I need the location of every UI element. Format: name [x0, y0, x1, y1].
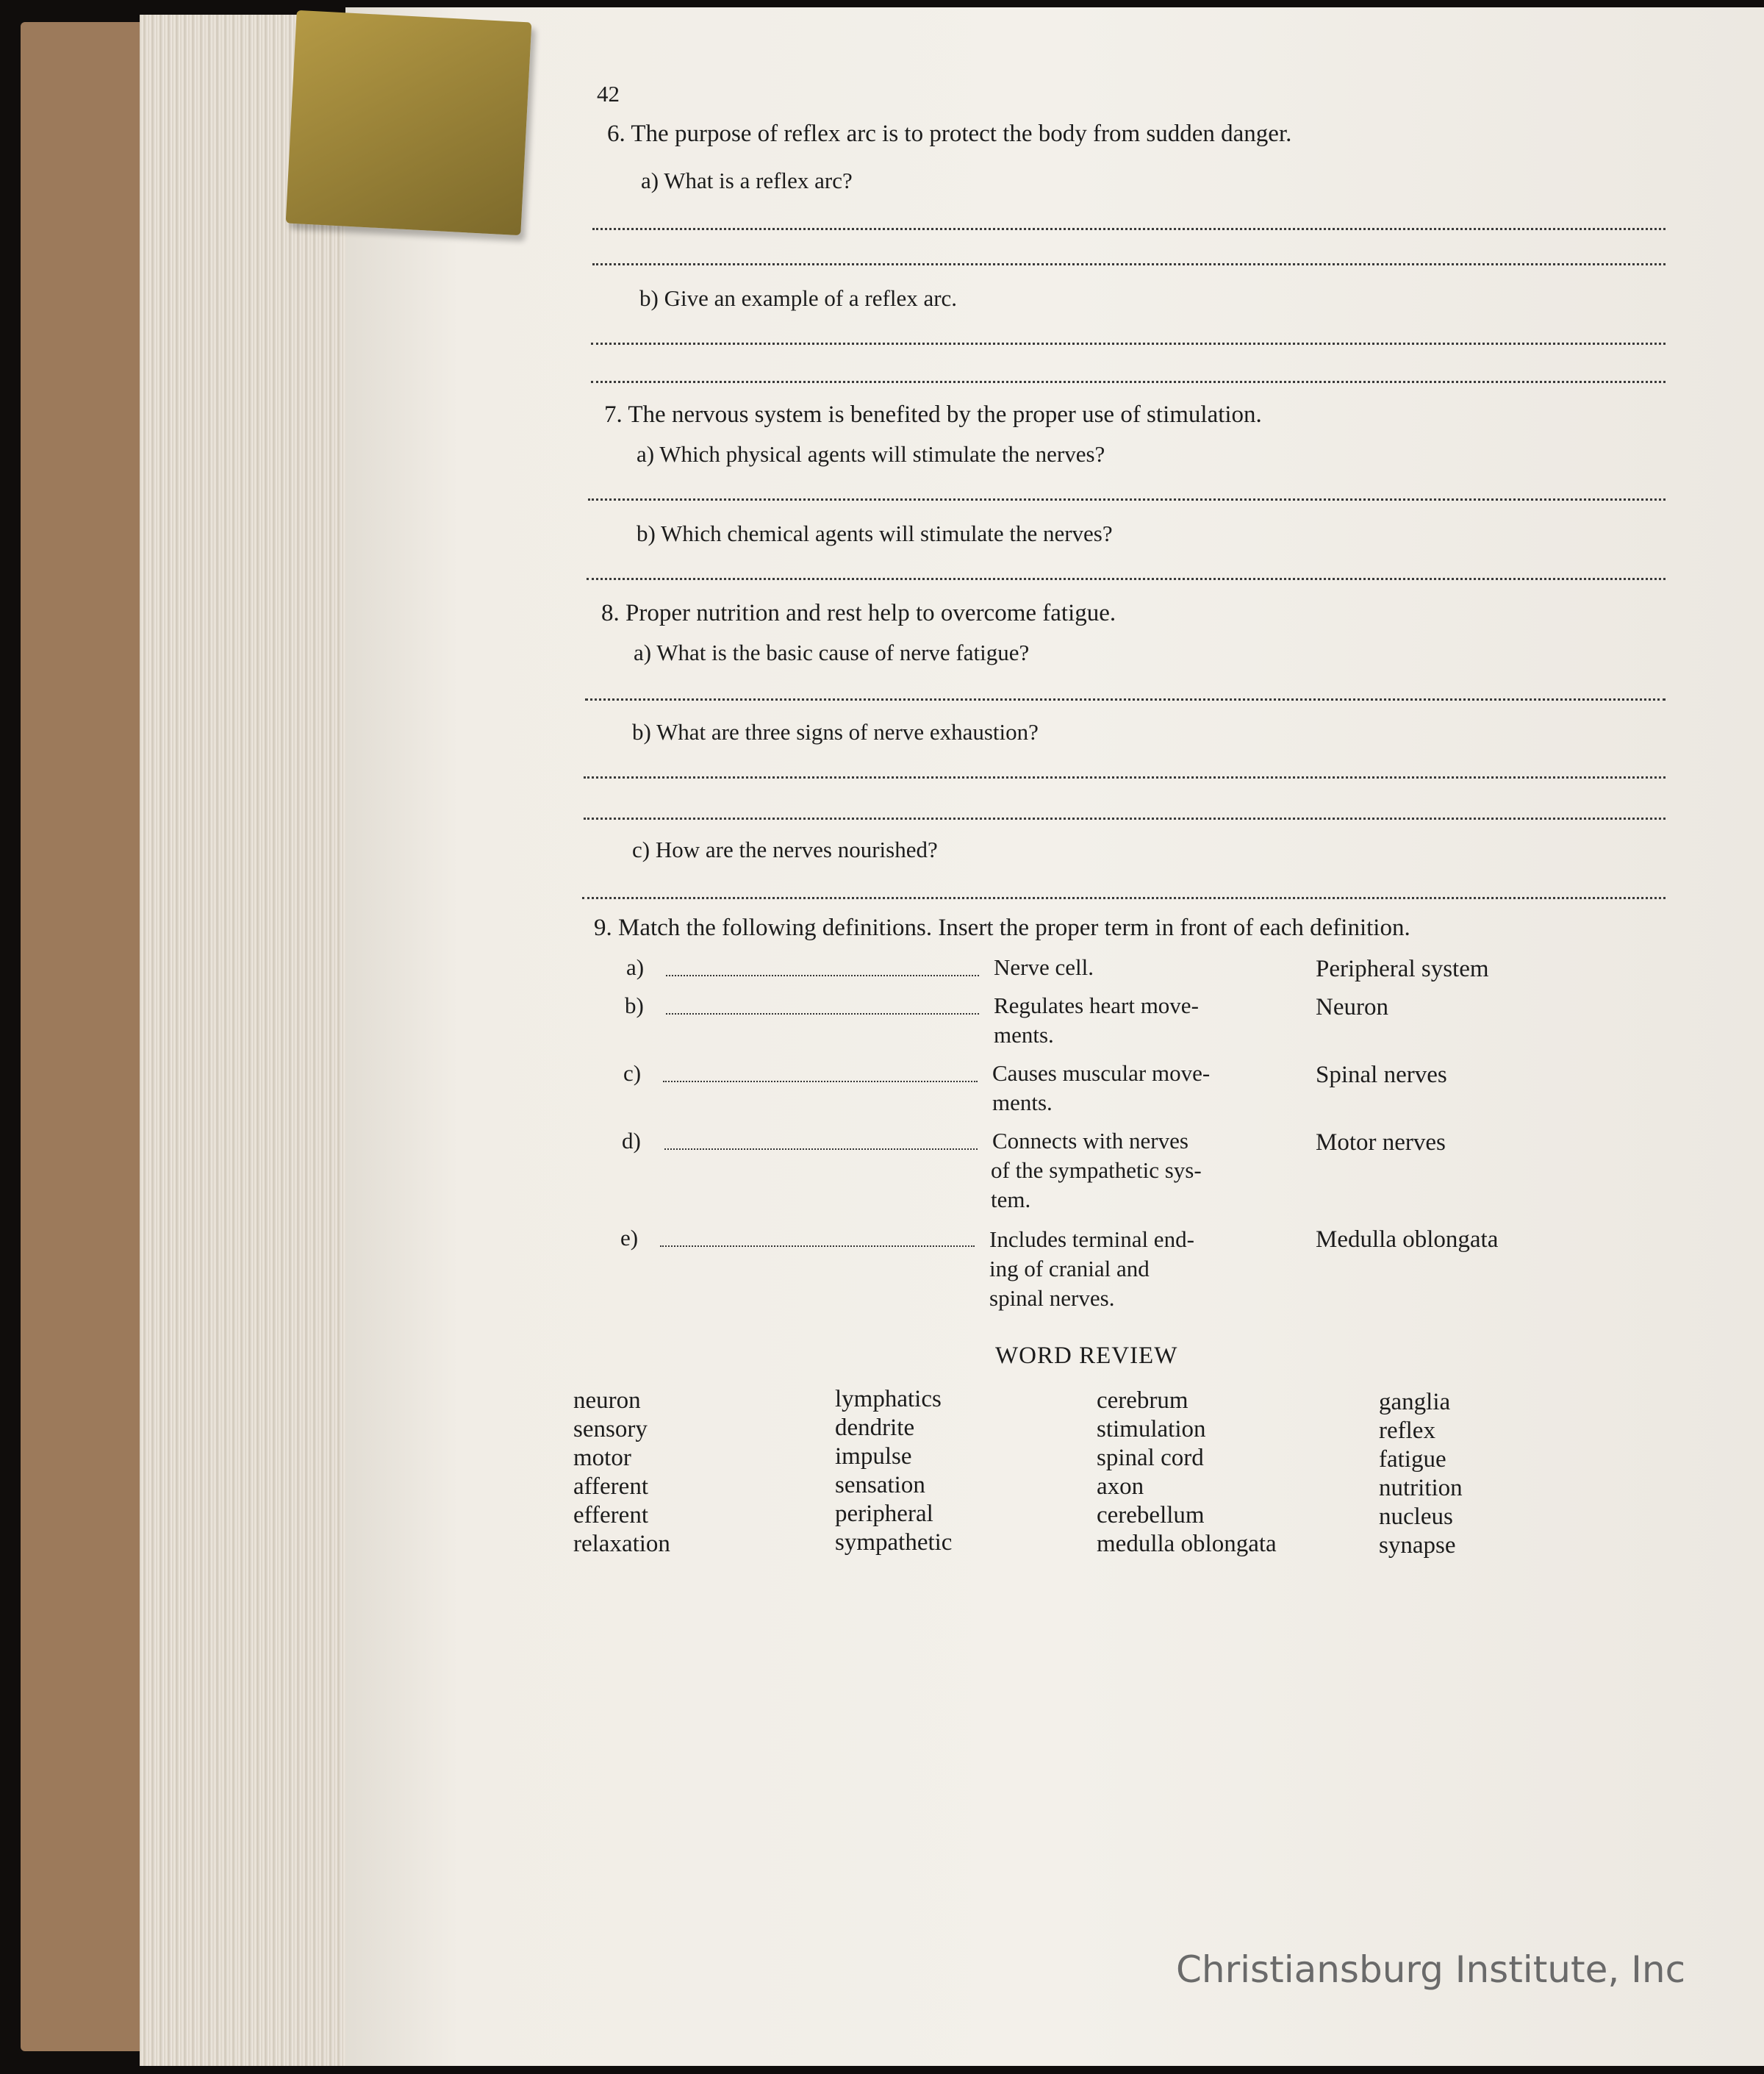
- question-7-stem: 7. The nervous system is benefited by the proper use of stimulation.: [604, 401, 1262, 428]
- match-term: Peripheral system: [1316, 956, 1489, 982]
- word-review-term: axon: [1097, 1473, 1144, 1500]
- question-8a: a) What is the basic cause of nerve fatigue?: [634, 640, 1030, 665]
- question-7a: a) Which physical agents will stimulate the nerves?: [637, 441, 1105, 467]
- word-review-term: nutrition: [1379, 1475, 1463, 1501]
- match-blank: [666, 1013, 979, 1015]
- match-letter: b): [625, 993, 644, 1018]
- word-review-term: spinal cord: [1097, 1445, 1204, 1471]
- match-definition: Connects with nerves: [992, 1128, 1188, 1154]
- page-number: 42: [597, 81, 620, 107]
- word-review-term: dendrite: [835, 1415, 915, 1441]
- word-review-term: peripheral: [835, 1501, 933, 1527]
- match-definition: Nerve cell.: [994, 954, 1094, 980]
- match-letter: c): [623, 1060, 642, 1086]
- word-review-term: reflex: [1379, 1417, 1435, 1444]
- match-definition: Regulates heart move-: [994, 993, 1199, 1018]
- word-review-term: motor: [573, 1445, 631, 1471]
- match-definition: ing of cranial and: [989, 1256, 1150, 1281]
- watermark: Christiansburg Institute, Inc: [1176, 1948, 1686, 1991]
- match-term: Motor nerves: [1316, 1129, 1446, 1156]
- word-review-term: cerebellum: [1097, 1502, 1205, 1528]
- question-8b: b) What are three signs of nerve exhaustion?: [632, 719, 1039, 745]
- question-8c: c) How are the nerves nourished?: [632, 837, 938, 862]
- word-review-term: sensory: [573, 1416, 648, 1442]
- match-definition: spinal nerves.: [989, 1285, 1115, 1311]
- word-review-term: relaxation: [573, 1531, 670, 1557]
- word-review-term: nucleus: [1379, 1503, 1453, 1530]
- word-review-term: sensation: [835, 1472, 925, 1498]
- match-definition: ments.: [992, 1090, 1053, 1115]
- answer-line: [592, 263, 1666, 265]
- word-review-term: synapse: [1379, 1532, 1456, 1559]
- question-8-stem: 8. Proper nutrition and rest help to overcome fatigue.: [601, 600, 1116, 626]
- word-review-term: neuron: [573, 1387, 641, 1414]
- word-review-column-4: [1379, 1388, 1463, 1560]
- match-term: Neuron: [1316, 994, 1388, 1020]
- word-review-term: medulla oblongata: [1097, 1531, 1277, 1557]
- match-letter: d): [622, 1128, 641, 1154]
- answer-line: [591, 343, 1666, 345]
- question-6a: a) What is a reflex arc?: [641, 168, 853, 193]
- match-letter: e): [620, 1225, 639, 1251]
- word-review-term: sympathetic: [835, 1529, 953, 1556]
- match-definition: ments.: [994, 1022, 1054, 1048]
- answer-line: [584, 776, 1666, 779]
- match-blank: [664, 1148, 978, 1150]
- word-review-term: afferent: [573, 1473, 648, 1500]
- word-review-term: impulse: [835, 1443, 912, 1470]
- word-review-term: efferent: [573, 1502, 648, 1528]
- index-tab: [286, 10, 532, 235]
- book-page: [345, 7, 1764, 2066]
- question-9-stem: 9. Match the following definitions. Insert the proper term in front of each definition.: [594, 915, 1410, 941]
- answer-line: [591, 381, 1666, 383]
- match-definition: Includes terminal end-: [989, 1226, 1194, 1252]
- match-blank: [666, 975, 979, 976]
- word-review-term: stimulation: [1097, 1416, 1206, 1442]
- answer-line: [582, 897, 1666, 899]
- word-review-column-1: [573, 1387, 670, 1559]
- page-edges: [140, 15, 360, 2066]
- word-review-term: fatigue: [1379, 1446, 1446, 1473]
- word-review-column-2: [835, 1385, 952, 1557]
- word-review-term: lymphatics: [835, 1386, 942, 1412]
- match-term: Spinal nerves: [1316, 1062, 1447, 1088]
- question-7b: b) Which chemical agents will stimulate the nerves?: [637, 521, 1113, 546]
- match-blank: [660, 1245, 975, 1247]
- answer-line: [587, 578, 1666, 580]
- word-review-column-3: [1097, 1387, 1277, 1559]
- match-definition: tem.: [991, 1187, 1031, 1212]
- match-letter: a): [626, 954, 645, 980]
- answer-line: [584, 818, 1666, 820]
- word-review-term: ganglia: [1379, 1389, 1451, 1415]
- answer-line: [588, 498, 1666, 501]
- question-6-stem: 6. The purpose of reflex arc is to protect the body from sudden danger.: [607, 121, 1292, 147]
- match-term: Medulla oblongata: [1316, 1226, 1499, 1253]
- word-review-term: cerebrum: [1097, 1387, 1188, 1414]
- answer-line: [585, 698, 1666, 701]
- question-6b: b) Give an example of a reflex arc.: [639, 285, 958, 311]
- answer-line: [592, 228, 1666, 230]
- match-definition: of the sympathetic sys-: [991, 1157, 1202, 1183]
- match-definition: Causes muscular move-: [992, 1060, 1211, 1086]
- word-review-title: WORD REVIEW: [995, 1342, 1178, 1369]
- match-blank: [663, 1081, 978, 1082]
